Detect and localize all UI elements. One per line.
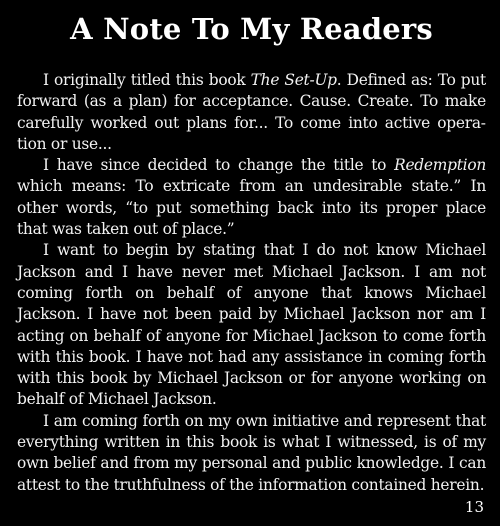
page-number: 13 [464,498,484,516]
book-title-italic: Redemption [394,156,486,175]
paragraph-text: . Defined as: To put forward (as a plan) for acceptance. Cause. Create. To make carefully worked out plans for... To come into active operation or use... [17,71,486,153]
page-title: A Note To My Readers [70,12,433,46]
paragraph-text: I want to begin by stating that I do not know Michael Jackson and I have never met Michael Jackson. I am not coming forth on behalf of anyone that knows Michael Jackson. I have not been paid by Michael Jackson nor am I acting on behalf of anyone for Michael Jackson to come forth with this book. I have not had any assistance in coming forth with this book by Michael Jackson or for anyone working on behalf of Michael Jackson. [17,241,486,409]
body-text [17,70,486,496]
paragraph-1 [17,70,486,155]
paragraph-text: which means: To extricate from an undesirable state.” In other words, “to put something back into its proper place that was taken out of place.” [17,177,486,239]
paragraph-text: I have since decided to change the title to [43,156,395,175]
paragraph-3 [17,240,486,410]
paragraph-4 [17,411,486,496]
paragraph-2 [17,155,486,240]
paragraph-text: I am coming forth on my own initiative and represent that everything written in this book is what I witnessed, is of my own belief and from my personal and public knowledge. I can attest to the truthfulness of the information contained herein. [17,411,486,494]
book-title-italic: The Set-Up [250,71,337,89]
paragraph-text: I originally titled this book [43,71,251,89]
